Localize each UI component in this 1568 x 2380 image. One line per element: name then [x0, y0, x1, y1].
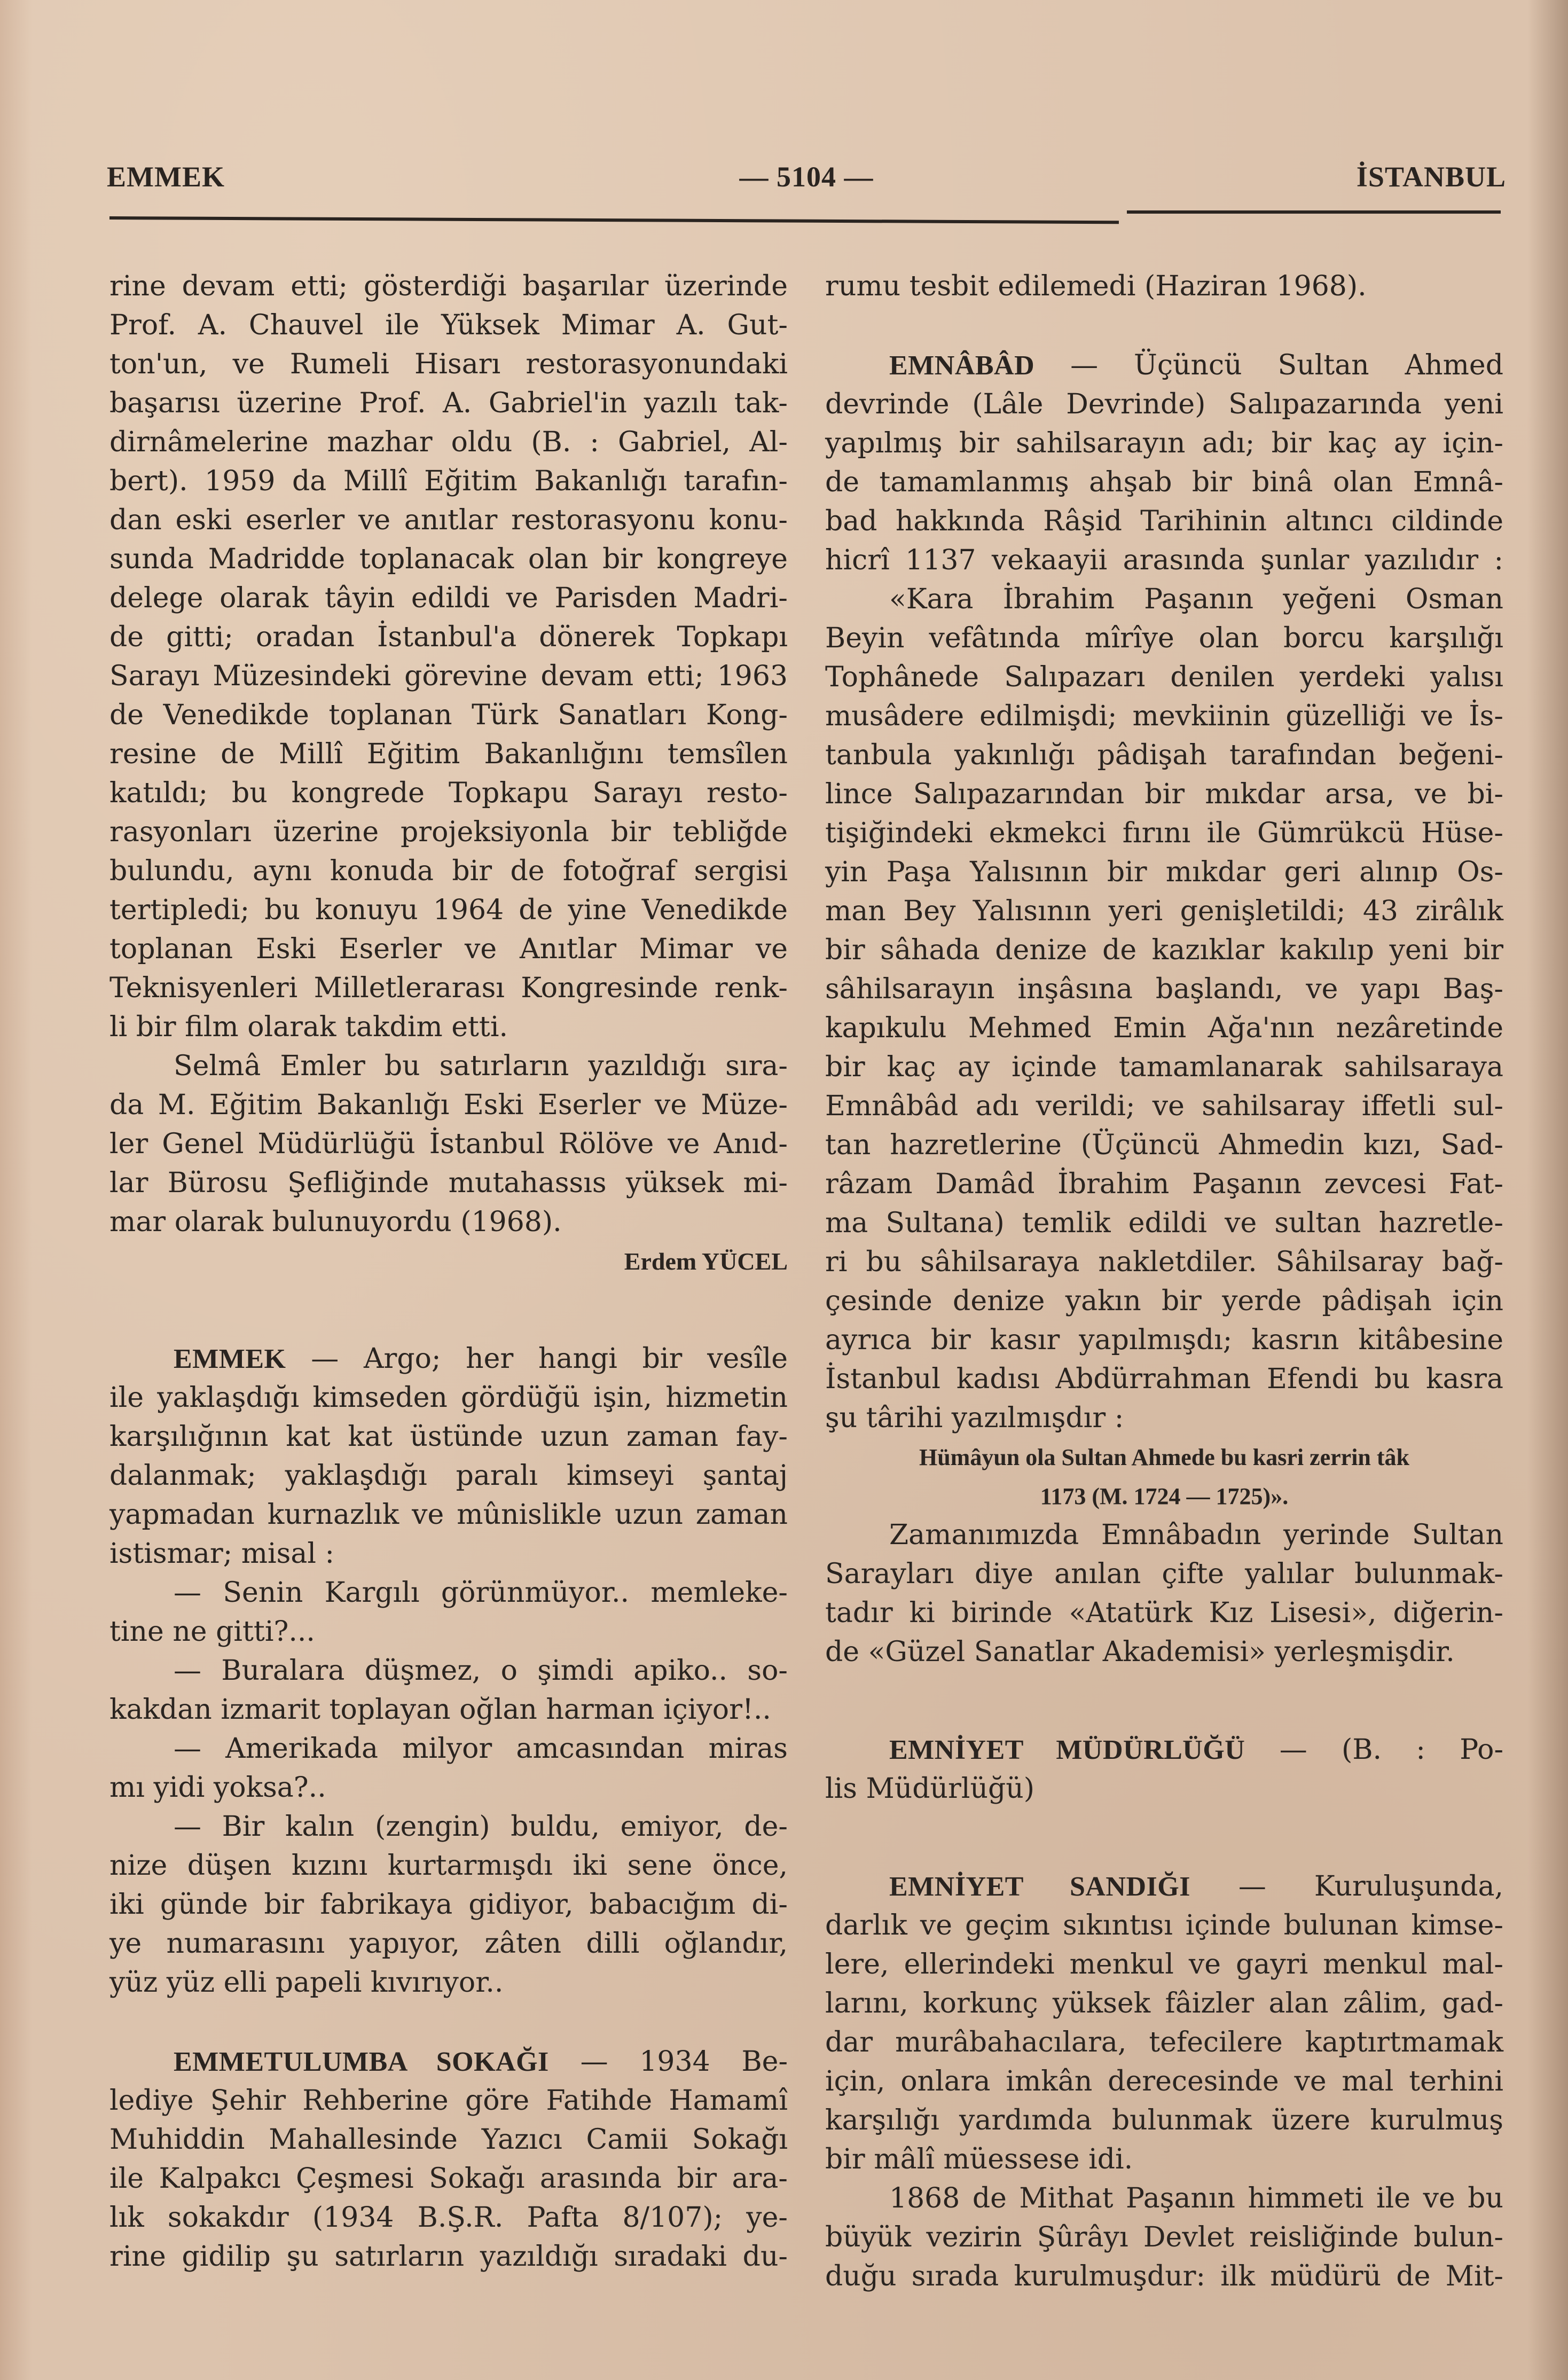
quote-line: çesinde denize yakın bir yerde pâdişah için — [825, 1285, 1503, 1317]
header-right-title: İSTANBUL — [1356, 161, 1506, 193]
text-line: delege olarak tâyin edildi ve Parisden Madri- — [109, 582, 788, 614]
text-line: darlık ve geçim sıkıntısı içinde bulunan kimse- — [825, 1909, 1503, 1941]
text-line: resine de Millî Eğitim Bakanlığını temsîlen — [109, 738, 788, 770]
entry-emmetulumba-sokagi — [109, 2042, 788, 2276]
entry-first-line — [825, 1867, 1503, 1906]
quote-line: yin Paşa Yalısının bir mıkdar geri alınıp Os- — [825, 856, 1503, 888]
text-line: mar olarak bulunuyordu (1968). — [109, 1206, 562, 1238]
text-line: ile Kalpakcı Çeşmesi Sokağı arasında bir ara- — [109, 2163, 788, 2195]
dialogue-line: mı yidi yoksa?.. — [109, 1772, 326, 1804]
text-line: ile yaklaşdığı kimseden gördüğü işin, hizmetin — [109, 1382, 788, 1414]
text-line: hicrî 1137 vekaayii arasında şunlar yazılıdır : — [825, 544, 1503, 576]
author-signature: Erdem YÜCEL — [624, 1248, 788, 1275]
text-line: rasyonları üzerine projeksiyonla bir tebliğde — [109, 816, 788, 848]
dialogue-line: kakdan izmarit toplayan oğlan harman içiyor!.. — [109, 1694, 771, 1726]
text-line: yapmadan kurnazlık ve mûnislikle uzun zaman — [109, 1499, 788, 1531]
page-number: — 5104 — — [739, 161, 874, 193]
text-line: bert). 1959 da Millî Eğitim Bakanlığı tarafın- — [109, 465, 788, 497]
text-line: yapılmış bir sahilsarayın adı; bir kaç ay için- — [825, 427, 1503, 459]
text-line: katıldı; bu kongrede Topkapu Sarayı resto- — [109, 777, 788, 809]
text-line: bulundu, aynı konuda bir de fotoğraf sergisi — [109, 855, 788, 887]
text-line: dan eski eserler ve anıtlar restorasyonu konu- — [109, 504, 788, 536]
text-line: Prof. A. Chauvel ile Yüksek Mimar A. Gut- — [109, 309, 788, 341]
quote-line: man Bey Yalısının yeri genişletildi; 43 zirâlık — [825, 895, 1503, 927]
text-line: Selmâ Emler bu satırların yazıldığı sıra- — [174, 1050, 788, 1082]
entry-text: — 1934 Be- — [580, 2046, 788, 2078]
inscription-line: Hümâyun ola Sultan Ahmede bu kasri zerrin tâk — [919, 1444, 1410, 1470]
text-line: de gitti; oradan İstanbul'a dönerek Topkapı — [109, 621, 788, 653]
entry-text: — Argo; her hangi bir vesîle — [311, 1343, 788, 1375]
quote-line: Beyin vefâtında mîrîye olan borcu karşılığı — [825, 622, 1503, 654]
text-line: Teknisyenleri Milletlerarası Kongresinde renk- — [109, 972, 788, 1004]
header-rule-right — [1127, 210, 1501, 214]
quote-line: musâdere edilmişdi; mevkiinin güzelliği ve İs- — [825, 700, 1503, 732]
text-line: de «Güzel Sanatlar Akademisi» yerleşmişdir. — [825, 1636, 1455, 1668]
quote-line: ma Sultana) temlik edildi ve sultan hazretle- — [825, 1207, 1503, 1239]
inscription-line: 1173 (M. 1724 — 1725)». — [1040, 1483, 1289, 1509]
dialogue-line: tine ne gitti?... — [109, 1616, 315, 1648]
text-line: başarısı üzerine Prof. A. Gabriel'in yazılı tak- — [109, 387, 788, 419]
text-line: Zamanımızda Emnâbadın yerinde Sultan — [889, 1519, 1503, 1551]
text-line: duğu sırada kurulmuşdur: ilk müdürü de Mit- — [825, 2260, 1503, 2292]
text-line: devrinde (Lâle Devrinde) Salıpazarında yeni — [825, 388, 1503, 420]
text-line: karşılığı yardımda bulunmak üzere kurulmuş — [825, 2104, 1503, 2136]
header-left-keyword: EMMEK — [107, 161, 225, 193]
paragraph-selma-emler — [109, 1047, 788, 1242]
text-line: dirnâmelerine mazhar oldu (B. : Gabriel, Al- — [109, 426, 788, 458]
right-column — [825, 267, 1503, 2296]
dialogue-line: ye numarasını yapıyor, zâten dilli oğlandır, — [109, 1928, 788, 1960]
text-line: lediye Şehir Rehberine göre Fatihde Hamamî — [109, 2085, 788, 2117]
quote-line: tan hazretlerine (Üçüncü Ahmedin kızı, Sad- — [825, 1129, 1503, 1161]
text-line: ler Genel Müdürlüğü İstanbul Rölöve ve Anıd- — [109, 1128, 788, 1160]
dialogue-line: — Bir kalın (zengin) buldu, emiyor, de- — [174, 1811, 788, 1843]
entry-term: EMNİYET SANDIĞI — [889, 1872, 1190, 1902]
entry-first-line — [825, 346, 1503, 385]
quote-line: tişiğindeki ekmekci fırını ile Gümrükcü Hüse- — [825, 817, 1503, 849]
text-line: lık sokakdır (1934 B.Ş.R. Pafta 8/107); ye- — [109, 2202, 788, 2234]
text-line: sunda Madridde toplanacak olan bir kongreye — [109, 543, 788, 575]
text-line: lar Bürosu Şefliğinde mutahassıs yüksek mi- — [109, 1167, 788, 1199]
entry-first-line — [109, 2042, 788, 2081]
text-line: da M. Eğitim Bakanlığı Eski Eserler ve Müze- — [109, 1089, 788, 1121]
quote-line: «Kara İbrahim Paşanın yeğeni Osman — [889, 583, 1503, 615]
text-line: rine gidilip şu satırların yazıldığı sıradaki du- — [109, 2241, 788, 2273]
text-line: Muhiddin Mahallesinde Yazıcı Camii Sokağı — [109, 2124, 788, 2156]
dialogue-line: iki günde bir fabrikaya gidiyor, babacığım di- — [109, 1889, 788, 1921]
entry-first-line — [825, 1731, 1503, 1770]
quote-line: ri bu sâhilsaraya nakletdiler. Sâhilsaray bağ- — [825, 1246, 1503, 1278]
text-line: için, onlara imkân derecesinde ve mal terhini — [825, 2065, 1503, 2097]
entry-term: EMMEK — [174, 1344, 286, 1374]
dialogue-line: yüz yüz elli papeli kıvırıyor.. — [109, 1967, 504, 1999]
entry-term: EMNÂBÂD — [889, 350, 1035, 381]
header-rule-left — [109, 216, 1119, 224]
entry-text: — Üçüncü Sultan Ahmed — [1070, 349, 1503, 381]
entry-term: EMNİYET MÜDÜRLÜĞÜ — [889, 1735, 1245, 1765]
quote-line: kapıkulu Mehmed Emin Ağa'nın nezâretinde — [825, 1012, 1503, 1044]
quote-line: şu târihi yazılmışdır : — [825, 1402, 1124, 1434]
text-line: de tamamlanmış ahşab bir binâ olan Emnâ- — [825, 466, 1503, 498]
text-line: li bir film olarak takdim etti. — [109, 1011, 508, 1043]
quote-line: Emnâbâd adı verildi; ve sahilsaray iffetli sul- — [825, 1090, 1503, 1122]
text-line: dalanmak; yaklaşdığı paralı kimseyi şantaj — [109, 1460, 788, 1492]
running-header — [107, 160, 1506, 208]
dialogue-line: — Amerikada milyor amcasından miras — [174, 1733, 788, 1765]
entry-text: — Kuruluşunda, — [1238, 1870, 1504, 1903]
text-line: büyük vezirin Şûrâyı Devlet reisliğinde bulun- — [825, 2221, 1503, 2253]
quote-line: bir kaç ay içinde tamamlanarak sahilsaraya — [825, 1051, 1503, 1083]
dialogue-line: — Senin Kargılı görünmüyor.. memleke- — [174, 1577, 788, 1609]
quote-line: sâhilsarayın inşâsına başlandı, ve yapı Baş- — [825, 973, 1503, 1005]
entry-emnabad — [825, 346, 1503, 1672]
text-line: ton'un, ve Rumeli Hisarı restorasyonundaki — [109, 348, 788, 380]
text-line: bad hakkında Râşid Tarihinin altıncı cildinde — [825, 505, 1503, 537]
text-line: istismar; misal : — [109, 1538, 335, 1570]
text-line: 1868 de Mithat Paşanın himmeti ile ve bu — [889, 2182, 1503, 2214]
text-line: rine devam etti; gösterdiği başarılar üzerinde — [109, 270, 788, 302]
entry-emmek — [109, 1340, 788, 2002]
paragraph-biography-continued — [109, 267, 788, 1047]
quote-line: lince Salıpazarından bir mıkdar arsa, ve bi- — [825, 778, 1503, 810]
dialogue-line: nize düşen kızını kurtarmışdı iki sene önce, — [109, 1850, 788, 1882]
quote-line: tanbula yakınlığı pâdişah tarafından beğeni- — [825, 739, 1503, 771]
text-line: lere, ellerindeki menkul ve gayri menkul mal- — [825, 1948, 1503, 1980]
text-line: dar murâbahacılara, tefecilere kaptırtmamak — [825, 2026, 1503, 2058]
quote-line: ayrıca bir kasır yapılmışdı; kasrın kitâbesine — [825, 1324, 1503, 1356]
cross-reference-link[interactable]: lis Müdürlüğü) — [825, 1773, 1035, 1805]
text-line: tadır ki birinde «Atatürk Kız Lisesi», diğerin- — [825, 1597, 1503, 1629]
quote-line: râzam Damâd İbrahim Paşanın zevcesi Fat- — [825, 1168, 1503, 1200]
entry-emniyet-mudurlugu — [825, 1731, 1503, 1809]
text-line: karşılığının kat kat üstünde uzun zaman fay- — [109, 1421, 788, 1453]
quote-line: İstanbul kadısı Abdürrahman Efendi bu kasra — [825, 1363, 1503, 1395]
text-line: tertipledi; bu konuyu 1964 de yine Venedikde — [109, 894, 788, 926]
text-line: rumu tesbit edilemedi (Haziran 1968). — [825, 270, 1367, 302]
text-line: Sarayı Müzesindeki görevine devam etti; 1963 — [109, 660, 788, 692]
text-line: Sarayları diye anılan çifte yalılar bulunmak- — [825, 1558, 1503, 1590]
entry-emniyet-sandigi — [825, 1867, 1503, 2296]
quote-line: Tophânede Salıpazarı denilen yerdeki yalısı — [825, 661, 1503, 693]
text-line: toplanan Eski Eserler ve Anıtlar Mimar ve — [109, 933, 788, 965]
entry-first-line — [109, 1340, 788, 1379]
dialogue-line: — Buralara düşmez, o şimdi apiko.. so- — [174, 1655, 788, 1687]
text-line: bir mâlî müessese idi. — [825, 2143, 1133, 2175]
left-column — [109, 267, 788, 2276]
text-line: de Venedikde toplanan Türk Sanatları Kong- — [109, 699, 788, 731]
entry-text: — (B. : Po- — [1279, 1734, 1504, 1766]
entry-term: EMMETULUMBA SOKAĞI — [174, 2047, 549, 2077]
quote-line: bir sâhada denize de kazıklar kakılıp yeni bir — [825, 934, 1503, 966]
text-line: larını, korkunç yüksek fâizler alan zâlim, gad- — [825, 1987, 1503, 2019]
